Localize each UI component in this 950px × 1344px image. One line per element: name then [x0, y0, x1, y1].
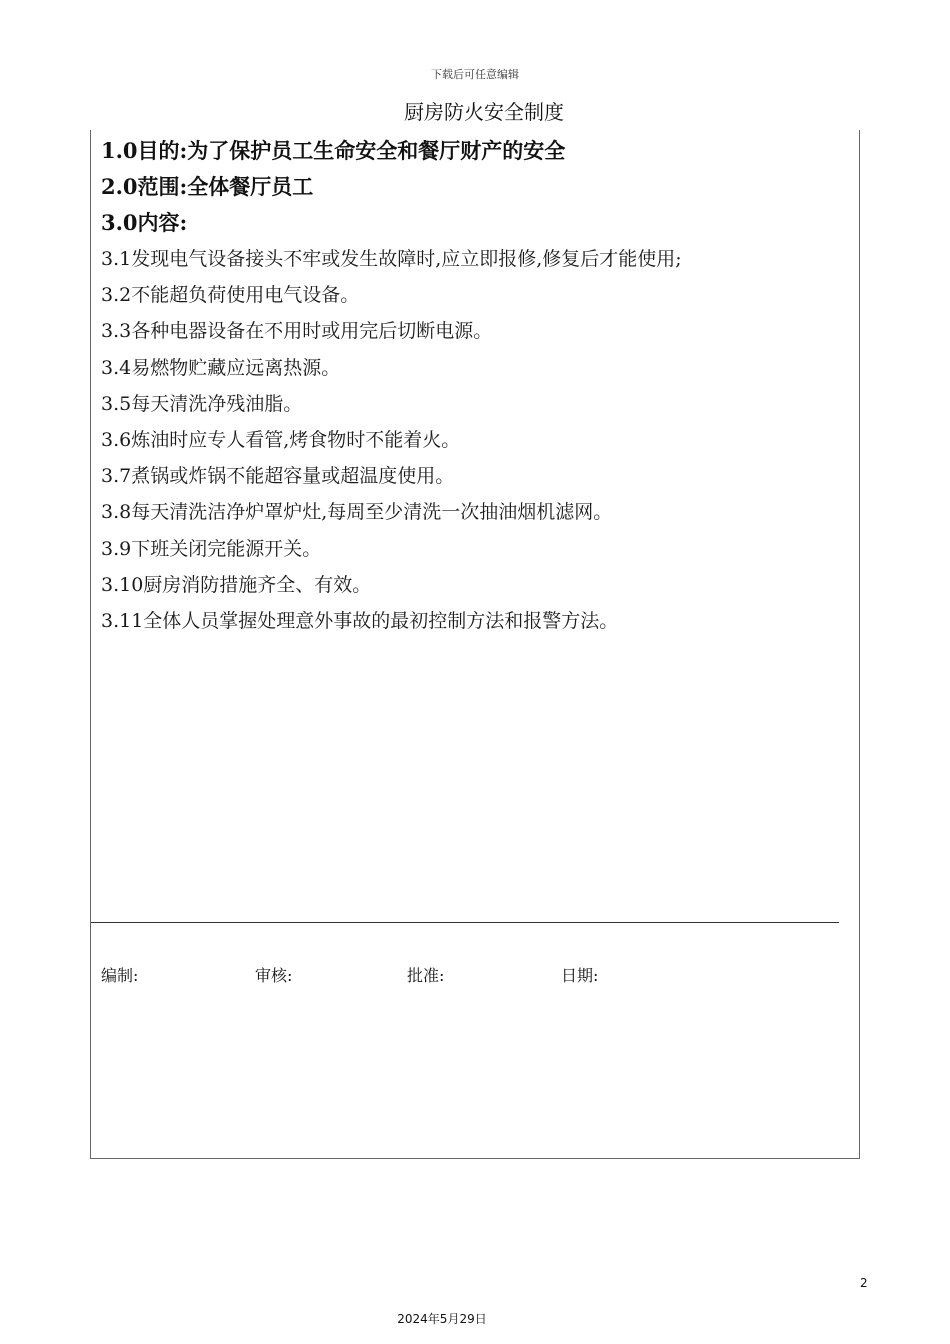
rule-item: 3.4易燃物贮藏应远离热源。 — [101, 356, 341, 379]
rule-item: 3.5每天清洗净残油脂。 — [101, 392, 303, 415]
rule-item: 3.6炼油时应专人看管,烤食物时不能着火。 — [101, 428, 461, 451]
rule-item: 3.10厨房消防措施齐全、有效。 — [101, 573, 372, 596]
document-title: 厨房防火安全制度 — [404, 100, 564, 124]
page-number: 2 — [860, 1276, 868, 1290]
signature-row — [91, 963, 859, 987]
compiled-by-label: 编制: — [101, 966, 139, 985]
content-heading: 3.0内容: — [101, 210, 188, 235]
approved-by-label: 批准: — [407, 966, 445, 985]
rule-item: 3.11全体人员掌握处理意外事故的最初控制方法和报警方法。 — [101, 609, 619, 632]
date-label: 日期: — [561, 966, 599, 985]
section-divider — [91, 922, 839, 923]
scope-heading: 2.0范围:全体餐厅员工 — [101, 174, 314, 199]
rule-item: 3.8每天清洗洁净炉罩炉灶,每周至少清洗一次抽油烟机滤网。 — [101, 501, 613, 524]
rule-item: 3.7煮锅或炸锅不能超容量或超温度使用。 — [101, 465, 455, 488]
rule-item: 3.1发现电气设备接头不牢或发生故障时,应立即报修,修复后才能使用; — [101, 248, 682, 270]
purpose-heading: 1.0目的:为了保护员工生命安全和餐厅财产的安全 — [101, 138, 566, 163]
footer-date: 2024年5月29日 — [397, 1312, 487, 1326]
rule-item: 3.2不能超负荷使用电气设备。 — [101, 284, 360, 307]
document-frame — [90, 130, 860, 1159]
document-content — [101, 133, 849, 639]
rule-item: 3.3各种电器设备在不用时或用完后切断电源。 — [101, 320, 493, 343]
header-note: 下载后可任意编辑 — [431, 68, 519, 81]
rule-item: 3.9下班关闭完能源开关。 — [101, 537, 322, 560]
reviewed-by-label: 审核: — [255, 966, 293, 985]
